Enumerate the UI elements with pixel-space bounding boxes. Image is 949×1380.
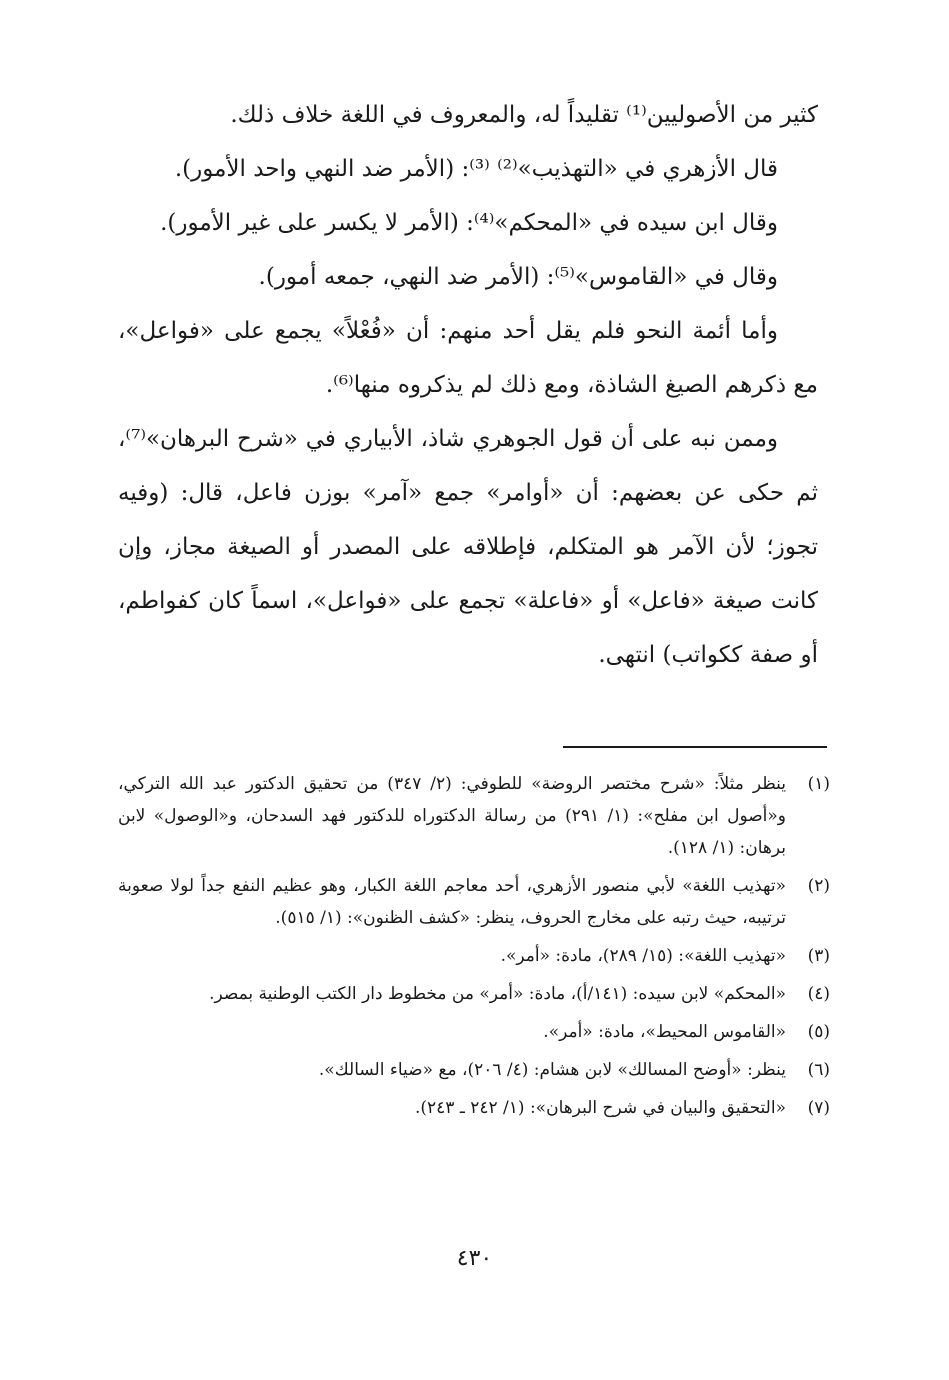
footnote-6 bbox=[118, 1054, 830, 1086]
paragraph-2: قال الأزهري في «التهذيب»⁽²⁾ ⁽³⁾: (الأمر ضد النهي واحد الأمور). bbox=[174, 156, 778, 182]
footnote-4 bbox=[118, 978, 830, 1010]
footnote-text: ينظر مثلاً: «شرح مختصر الروضة» للطوفي: (٢/ ٣٤٧) من تحقيق الدكتور عبد الله التركي، و«أصول ابن مفلح»: (١/ ٢٩١) من رسالة الدكتوراه للدكتور فهد السدحان، و«الوصول» لابن برهان: (١/ ١٢٨). bbox=[118, 774, 787, 858]
footnote-text: «المحكم» لابن سيده: (١٤١/أ)، مادة: «أمر» من مخطوط دار الكتب الوطنية بمصر. bbox=[209, 984, 786, 1004]
footnote-number: (٢) bbox=[807, 876, 830, 896]
footnote-text: «التحقيق والبيان في شرح البرهان»: (١/ ٢٤٢ ـ ٢٤٣). bbox=[414, 1098, 786, 1118]
paragraph-4: وقال في «القاموس»⁽⁵⁾: (الأمر ضد النهي، جمعه أمور). bbox=[258, 264, 778, 290]
footnote-number: (٤) bbox=[807, 984, 830, 1004]
footnote-1 bbox=[118, 768, 830, 864]
paragraph-1: كثير من الأصوليين⁽¹⁾ تقليداً له، والمعروف في اللغة خلاف ذلك. bbox=[230, 102, 818, 128]
footnote-number: (١) bbox=[807, 774, 830, 794]
footnote-text: ينظر: «أوضح المسالك» لابن هشام: (٤/ ٢٠٦)، مع «ضياء السالك». bbox=[318, 1060, 786, 1080]
footnote-divider bbox=[563, 746, 827, 748]
footnote-text: «تهذيب اللغة»: (١٥/ ٢٨٩)، مادة: «أمر». bbox=[500, 946, 786, 966]
main-text bbox=[118, 88, 818, 682]
footnote-number: (٦) bbox=[807, 1060, 830, 1080]
paragraph-6: وممن نبه على أن قول الجوهري شاذ، الأبياري في «شرح البرهان»⁽⁷⁾، ثم حكى عن بعضهم: أن «أوامر» جمع «آمر» بوزن فاعل، قال: (وفيه تجوز؛ لأن الآمر هو المتكلم، فإطلاقه على المصدر أو الصيغة مجاز، وإن كانت صيغة «فاعل» أو «فاعلة» تجمع على «فواعل»، اسماً كان كفواطم، أو صفة ككواتب) انتهى. bbox=[118, 426, 818, 668]
page-number: ٤٣٠ bbox=[456, 1246, 493, 1271]
footnotes-list bbox=[118, 768, 830, 1130]
footnote-5 bbox=[118, 1016, 830, 1048]
paragraph-3: وقال ابن سيده في «المحكم»⁽⁴⁾: (الأمر لا يكسر على غير الأمور). bbox=[160, 210, 778, 236]
paragraph-5: وأما أئمة النحو فلم يقل أحد منهم: أن «فُعْلاً» يجمع على «فواعل»، مع ذكرهم الصيغ الشاذة، ومع ذلك لم يذكروه منها⁽⁶⁾. bbox=[118, 318, 818, 398]
footnote-3 bbox=[118, 940, 830, 972]
footnote-number: (٥) bbox=[807, 1022, 830, 1042]
footnote-text: «تهذيب اللغة» لأبي منصور الأزهري، أحد معاجم اللغة الكبار، وهو عظيم النفع جداً لولا صعوبة ترتيبه، حيث رتبه على مخارج الحروف، ينظر: «كشف الظنون»: (١/ ٥١٥). bbox=[118, 876, 786, 928]
footnote-text: «القاموس المحيط»، مادة: «أمر». bbox=[543, 1022, 786, 1042]
footnote-number: (٣) bbox=[807, 946, 830, 966]
footnote-7 bbox=[118, 1092, 830, 1124]
footnote-2 bbox=[118, 870, 830, 934]
footnote-number: (٧) bbox=[807, 1098, 830, 1118]
